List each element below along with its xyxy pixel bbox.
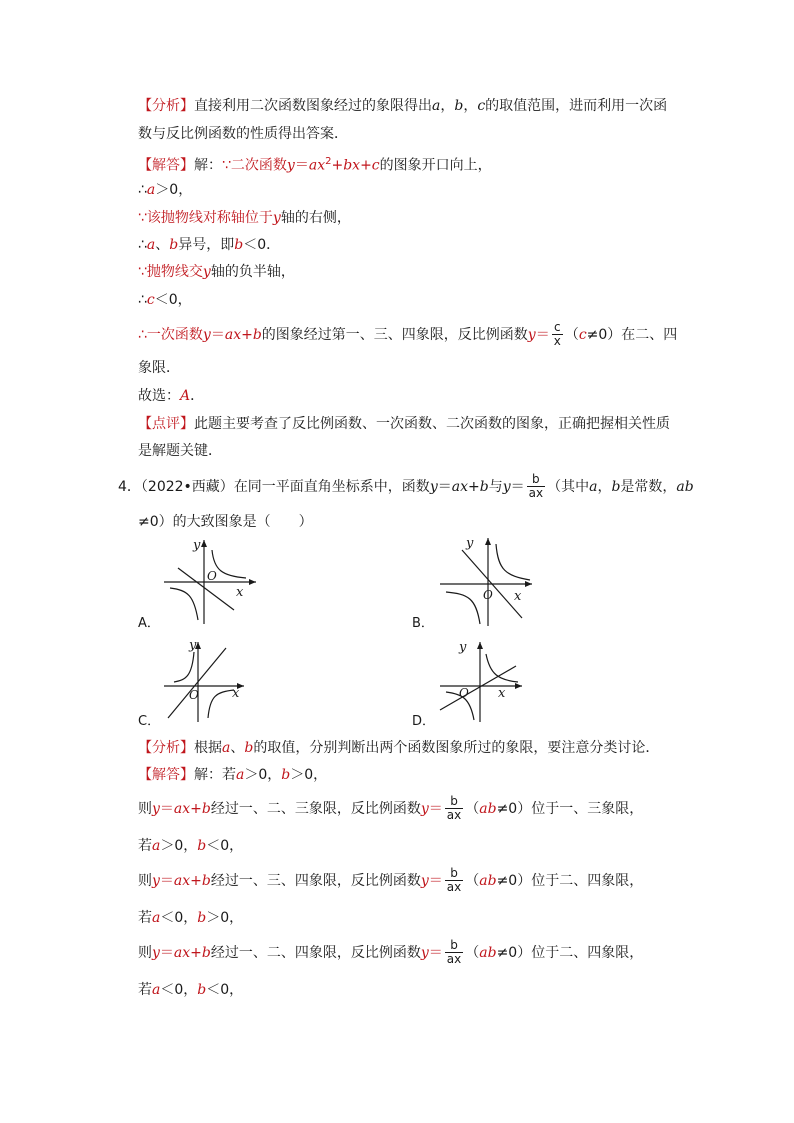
- var-c: c: [146, 292, 155, 308]
- var-a: a: [236, 767, 245, 783]
- solution-1-line-1: [138, 152, 492, 176]
- x-axis-label: x: [236, 585, 244, 600]
- comment-1-line-2: [138, 441, 222, 461]
- text: 若: [138, 838, 152, 854]
- term-ab: ab: [479, 873, 497, 889]
- analysis-text: 的取值范围，进而利用一次函: [485, 98, 668, 114]
- solution-1-line-4: [138, 235, 280, 255]
- text: 根据: [194, 740, 222, 756]
- text: （其中: [547, 479, 590, 495]
- text: 的图象开口向上，: [379, 157, 492, 174]
- term-ax: ax: [224, 327, 242, 343]
- text: 则: [138, 801, 152, 817]
- solution-4-if-2: [138, 836, 243, 856]
- x-axis-label: x: [498, 686, 506, 701]
- fraction: [445, 939, 463, 966]
- comment-text: 此题主要考查了反比例函数、一次函数、二次函数的图象，正确把握相关性质: [194, 416, 670, 432]
- solution-1-line-2: [138, 180, 192, 200]
- text: 位于二、四象限，: [531, 873, 644, 889]
- solution-1-line-6: [138, 290, 192, 310]
- plus: +: [190, 873, 202, 889]
- numerator: b: [445, 867, 463, 881]
- y-axis-label: y: [189, 638, 197, 653]
- var-y: y: [527, 327, 536, 343]
- var-y: y: [152, 801, 160, 817]
- var-y: y: [420, 945, 429, 961]
- text: ＞0，: [244, 767, 282, 783]
- y-axis-label: y: [459, 640, 467, 655]
- fraction: [527, 473, 545, 500]
- denominator: x: [553, 333, 561, 348]
- text: 在同一平面直角坐标系中，函数: [233, 479, 430, 495]
- term-ax: ax: [173, 945, 191, 961]
- comment-tag: 【点评】: [138, 416, 194, 432]
- text: ＜0，: [160, 910, 198, 926]
- var-b: b: [201, 873, 211, 889]
- term-bx: bx: [343, 157, 361, 174]
- var-y: y: [502, 479, 511, 495]
- var-a: a: [152, 910, 161, 926]
- text: 轴的右侧，: [280, 210, 351, 226]
- term-ab: ab: [676, 479, 694, 495]
- text: 的图象经过第一、三、四象限，反比例函数: [261, 327, 528, 343]
- var-c: c: [477, 98, 486, 114]
- question-number: 4．: [118, 479, 141, 495]
- solution-1-line-8: [138, 358, 180, 378]
- paren: （: [465, 873, 480, 889]
- exponent: 2: [325, 156, 332, 167]
- var-b: b: [201, 945, 211, 961]
- plus: +: [360, 157, 372, 174]
- var-y: y: [202, 264, 211, 280]
- text: ≠0）: [496, 945, 532, 961]
- term-ax: ax: [173, 873, 191, 889]
- text: 解：若: [194, 767, 236, 783]
- solution-4-case-3: [138, 936, 643, 970]
- var-b: b: [169, 237, 179, 253]
- solution-lead: 解：: [194, 157, 222, 174]
- var-b: b: [197, 982, 207, 998]
- separator: ，: [597, 479, 612, 495]
- therefore: ∴: [138, 182, 147, 198]
- var-y: y: [429, 479, 438, 495]
- paren: （: [465, 945, 480, 961]
- solution-4-case-2: [138, 864, 643, 898]
- term-ax: ax: [173, 801, 191, 817]
- text: ≠0）在二、四: [586, 327, 678, 343]
- numerator: c: [552, 321, 563, 335]
- text: ＞0，: [290, 767, 328, 783]
- option-b-graph: [436, 534, 536, 628]
- text: 故选：: [138, 388, 180, 404]
- text: ≠0）: [496, 873, 532, 889]
- var-a: a: [589, 479, 598, 495]
- text: ∵二次函数: [222, 157, 287, 174]
- equals: ＝: [428, 873, 443, 889]
- question-4-line-2: [138, 512, 313, 532]
- equals: ＝: [210, 327, 225, 343]
- x-axis-label: x: [232, 686, 240, 701]
- var-b: b: [234, 237, 244, 253]
- fraction: [445, 867, 463, 894]
- comment-1-line-1: [138, 414, 670, 434]
- text: ≠0）: [496, 801, 532, 817]
- denominator: ax: [528, 485, 544, 500]
- solution-tag: 【解答】: [138, 767, 194, 783]
- option-c-graph: [160, 636, 260, 726]
- solution-4-line-1: [138, 765, 327, 785]
- separator: ，: [463, 98, 478, 114]
- therefore: ∴: [138, 237, 147, 253]
- solution-4-case-1: [138, 792, 643, 826]
- comment-text: 是解题关键．: [138, 443, 222, 459]
- question-source: （2022•西藏）: [140, 479, 234, 495]
- var-a: a: [152, 982, 161, 998]
- var-y: y: [152, 873, 160, 889]
- var-b: b: [479, 479, 489, 495]
- equals: ＝: [159, 945, 174, 961]
- text: ＜0，: [206, 838, 244, 854]
- term-ab: ab: [479, 945, 497, 961]
- origin-label: O: [189, 688, 199, 702]
- text: ＞0，: [160, 838, 198, 854]
- var-b: b: [611, 479, 621, 495]
- text: 的取值，分别判断出两个函数图象所过的象限，要注意分类讨论．: [253, 740, 660, 756]
- equals: ＝: [428, 945, 443, 961]
- y-axis-label: y: [193, 538, 201, 553]
- var-a: a: [146, 182, 156, 198]
- analysis-1-line-1: [138, 96, 667, 116]
- text: ＜0，: [160, 982, 198, 998]
- option-d-graph: [436, 636, 536, 726]
- var-b: b: [252, 327, 262, 343]
- fraction: [445, 795, 463, 822]
- text: 与: [488, 479, 503, 495]
- separator: 、: [230, 740, 245, 756]
- equals: ＝: [437, 479, 452, 495]
- text: 若: [138, 982, 152, 998]
- var-y: y: [420, 873, 429, 889]
- option-c-label[interactable]: C．: [138, 714, 161, 729]
- x-axis-label: x: [514, 589, 522, 604]
- equals: ＝: [159, 801, 174, 817]
- question-4-line-1: [118, 470, 694, 504]
- equals: ＝: [159, 873, 174, 889]
- solution-1-line-5: [138, 262, 295, 282]
- text: 则: [138, 873, 152, 889]
- plus: +: [190, 801, 202, 817]
- text: 经过一、三、四象限，反比例函数: [210, 873, 421, 889]
- solution-tag: 【解答】: [138, 157, 194, 174]
- var-a: a: [146, 237, 156, 253]
- solution-4-if-3: [138, 908, 243, 928]
- denominator: ax: [446, 807, 462, 822]
- text: 若: [138, 910, 152, 926]
- var-y: y: [420, 801, 429, 817]
- analysis-tag: 【分析】: [138, 740, 194, 756]
- var-y: y: [272, 210, 281, 226]
- paren: （: [564, 327, 579, 343]
- text: 轴的负半轴，: [210, 264, 295, 280]
- var-a: a: [222, 740, 231, 756]
- y-axis-label: y: [466, 536, 474, 551]
- text: 位于二、四象限，: [531, 945, 644, 961]
- equals: ＝: [294, 157, 309, 174]
- var-b: b: [454, 98, 464, 114]
- text: 经过一、二、三象限，反比例函数: [210, 801, 421, 817]
- numerator: b: [527, 473, 545, 487]
- term-ax: ax: [451, 479, 468, 495]
- plus: +: [331, 157, 344, 174]
- solution-1-line-7: [138, 318, 677, 352]
- solution-4-if-4: [138, 980, 243, 1000]
- var-a: a: [432, 98, 441, 114]
- text: 是常数，: [620, 479, 677, 495]
- denominator: ax: [446, 951, 462, 966]
- plus: +: [190, 945, 202, 961]
- numerator: b: [445, 939, 463, 953]
- separator: ，: [440, 98, 455, 114]
- text: ＞0，: [155, 182, 193, 198]
- origin-label: O: [207, 569, 217, 583]
- plus: +: [241, 327, 253, 343]
- var-y: y: [202, 327, 211, 343]
- text: ≠0）的大致图象是（ ）: [138, 514, 313, 530]
- text: ＜0．: [243, 237, 281, 253]
- text: ∵该抛物线对称轴位于: [138, 210, 273, 226]
- equals: ＝: [428, 801, 443, 817]
- answer: A: [180, 388, 191, 404]
- origin-label: O: [483, 588, 493, 602]
- denominator: ax: [446, 879, 462, 894]
- option-b-label[interactable]: B．: [412, 616, 434, 631]
- equals: ＝: [510, 479, 525, 495]
- var-c: c: [578, 327, 587, 343]
- fraction: [552, 321, 563, 348]
- text: ．: [190, 388, 205, 404]
- term-ab: ab: [479, 801, 497, 817]
- analysis-text: 数与反比例函数的性质得出答案．: [138, 126, 348, 142]
- plus: +: [467, 479, 480, 495]
- paren: （: [465, 801, 480, 817]
- text: ＜0，: [206, 982, 244, 998]
- separator: 、: [155, 237, 170, 253]
- text: 象限．: [138, 360, 180, 376]
- numerator: b: [445, 795, 463, 809]
- var-b: b: [281, 767, 291, 783]
- var-y: y: [152, 945, 160, 961]
- var-b: b: [244, 740, 254, 756]
- analysis-4-line-1: [138, 738, 659, 758]
- var-c: c: [371, 157, 380, 174]
- therefore: ∴: [138, 292, 147, 308]
- option-a-label[interactable]: A．: [138, 616, 160, 631]
- text: 则: [138, 945, 152, 961]
- option-d-label[interactable]: D．: [412, 714, 436, 729]
- text: 位于一、三象限，: [531, 801, 644, 817]
- text: ∴一次函数: [138, 327, 203, 343]
- var-y: y: [286, 157, 295, 174]
- solution-1-line-3: [138, 208, 351, 228]
- text: ＜0，: [154, 292, 192, 308]
- solution-1-line-9: [138, 386, 204, 406]
- equals: ＝: [535, 327, 550, 343]
- var-b: b: [197, 910, 207, 926]
- text: 经过一、二、四象限，反比例函数: [210, 945, 421, 961]
- var-b: b: [197, 838, 207, 854]
- analysis-tag: 【分析】: [138, 98, 194, 114]
- var-a: a: [152, 838, 161, 854]
- var-b: b: [201, 801, 211, 817]
- analysis-1-line-2: [138, 124, 348, 144]
- text: 异号，即: [178, 237, 235, 253]
- analysis-text: 直接利用二次函数图象经过的象限得出: [194, 98, 432, 114]
- text: ∵抛物线交: [138, 264, 203, 280]
- text: ＞0，: [206, 910, 244, 926]
- term-ax: ax: [308, 157, 326, 174]
- origin-label: O: [459, 686, 469, 700]
